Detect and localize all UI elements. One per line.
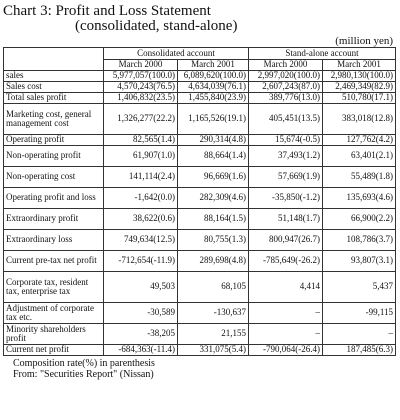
group-header-row <box>4 48 396 60</box>
cell-value: 2,469,349(82.9) <box>323 82 396 93</box>
cell-value: 2,607,243(87.0) <box>249 82 323 93</box>
footnote-source: From: "Securities Report" (Nissan) <box>13 369 154 380</box>
table-row <box>4 272 396 303</box>
cell-value: – <box>323 324 396 345</box>
cell-value: 82,565(1.4) <box>104 135 178 146</box>
table-row <box>4 71 396 82</box>
cell-value: 141,114(2.4) <box>104 167 178 188</box>
cell-value: 749,634(12.5) <box>104 230 178 251</box>
row-label: Total sales profit <box>4 93 104 104</box>
cell-value: 66,900(2.2) <box>323 209 396 230</box>
table-row <box>4 230 396 251</box>
cell-value: 4,414 <box>249 272 323 303</box>
cell-value: 80,755(1.3) <box>178 230 249 251</box>
cell-value: 4,570,243(76.5) <box>104 82 178 93</box>
period-header: March 2001 <box>178 60 249 71</box>
title-line-1: Chart 3: Profit and Loss Statement <box>3 3 211 19</box>
row-label: Extraordinary profit <box>4 209 104 230</box>
chart-title <box>3 0 397 34</box>
cell-value: 88,664(1.4) <box>178 146 249 167</box>
table-row <box>4 135 396 146</box>
cell-value: 187,485(6.3) <box>323 345 396 356</box>
row-label: Operating profit <box>4 135 104 146</box>
table-row <box>4 324 396 345</box>
row-label: Current net profit <box>4 345 104 356</box>
cell-value: 289,698(4.8) <box>178 251 249 272</box>
cell-value: 389,776(13.0) <box>249 93 323 104</box>
header-blank <box>4 48 104 71</box>
table-row <box>4 82 396 93</box>
row-label: Non-operating cost <box>4 167 104 188</box>
footnote-composition-rate: Composition rate(%) in parenthesis <box>13 358 155 369</box>
cell-value: -712,654(-11.9) <box>104 251 178 272</box>
profit-loss-table <box>3 47 396 356</box>
cell-value: -785,649(-26.2) <box>249 251 323 272</box>
cell-value: 1,165,526(19.1) <box>178 104 249 135</box>
footnotes <box>3 358 397 380</box>
cell-value: -38,205 <box>104 324 178 345</box>
cell-value: 290,314(4.8) <box>178 135 249 146</box>
cell-value: – <box>249 324 323 345</box>
cell-value: 21,155 <box>178 324 249 345</box>
cell-value: 1,326,277(22.2) <box>104 104 178 135</box>
table-row <box>4 209 396 230</box>
cell-value: 383,018(12.8) <box>323 104 396 135</box>
row-label: Minority shareholders profit <box>4 324 104 345</box>
cell-value: 1,406,832(23.5) <box>104 93 178 104</box>
table-row <box>4 93 396 104</box>
cell-value: -35,850(-1.2) <box>249 188 323 209</box>
cell-value: 405,451(13.5) <box>249 104 323 135</box>
row-label: sales <box>4 71 104 82</box>
table-row <box>4 146 396 167</box>
cell-value: 6,089,620(100.0) <box>178 71 249 82</box>
cell-value: -1,642(0.0) <box>104 188 178 209</box>
cell-value: 2,980,130(100.0) <box>323 71 396 82</box>
period-header: March 2000 <box>104 60 178 71</box>
cell-value: – <box>249 303 323 324</box>
cell-value: 135,693(4.6) <box>323 188 396 209</box>
unit-label: (million yen) <box>335 35 393 47</box>
cell-value: 127,762(4.2) <box>323 135 396 146</box>
cell-value: 88,164(1.5) <box>178 209 249 230</box>
cell-value: 57,669(1.9) <box>249 167 323 188</box>
cell-value: 331,075(5.4) <box>178 345 249 356</box>
period-header: March 2000 <box>249 60 323 71</box>
cell-value: 68,105 <box>178 272 249 303</box>
cell-value: 37,493(1.2) <box>249 146 323 167</box>
table-row <box>4 251 396 272</box>
cell-value: 55,489(1.8) <box>323 167 396 188</box>
cell-value: 15,674(-0.5) <box>249 135 323 146</box>
cell-value: 63,401(2.1) <box>323 146 396 167</box>
cell-value: 4,634,039(76.1) <box>178 82 249 93</box>
cell-value: 61,907(1.0) <box>104 146 178 167</box>
table-row <box>4 188 396 209</box>
table-body <box>4 71 396 356</box>
cell-value: -30,589 <box>104 303 178 324</box>
cell-value: 510,780(17.1) <box>323 93 396 104</box>
row-label: Adjustment of corporate tax etc. <box>4 303 104 324</box>
cell-value: 5,437 <box>323 272 396 303</box>
row-label: Corporate tax, resident tax, enterprise tax <box>4 272 104 303</box>
cell-value: -99,115 <box>323 303 396 324</box>
cell-value: 800,947(26.7) <box>249 230 323 251</box>
cell-value: 38,622(0.6) <box>104 209 178 230</box>
table-row <box>4 104 396 135</box>
row-label: Operating profit and loss <box>4 188 104 209</box>
group-header-consolidated: Consolidated account <box>104 48 249 60</box>
cell-value: -790,064(-26.4) <box>249 345 323 356</box>
table-row <box>4 345 396 356</box>
row-label: Non-operating profit <box>4 146 104 167</box>
cell-value: -130,637 <box>178 303 249 324</box>
cell-value: 282,309(4.6) <box>178 188 249 209</box>
table-row <box>4 167 396 188</box>
row-label: Current pre-tax net profit <box>4 251 104 272</box>
row-label: Extraordinary loss <box>4 230 104 251</box>
table-row <box>4 303 396 324</box>
cell-value: 51,148(1.7) <box>249 209 323 230</box>
cell-value: 49,503 <box>104 272 178 303</box>
cell-value: 2,997,020(100.0) <box>249 71 323 82</box>
title-line-2: (consolidated, stand-alone) <box>75 18 238 34</box>
cell-value: 1,455,840(23.9) <box>178 93 249 104</box>
cell-value: -684,363(-11.4) <box>104 345 178 356</box>
period-header: March 2001 <box>323 60 396 71</box>
row-label: Sales cost <box>4 82 104 93</box>
cell-value: 108,786(3.7) <box>323 230 396 251</box>
cell-value: 96,669(1.6) <box>178 167 249 188</box>
row-label: Marketing cost, general management cost <box>4 104 104 135</box>
cell-value: 5,977,057(100.0) <box>104 71 178 82</box>
group-header-standalone: Stand-alone account <box>249 48 396 60</box>
cell-value: 93,807(3.1) <box>323 251 396 272</box>
